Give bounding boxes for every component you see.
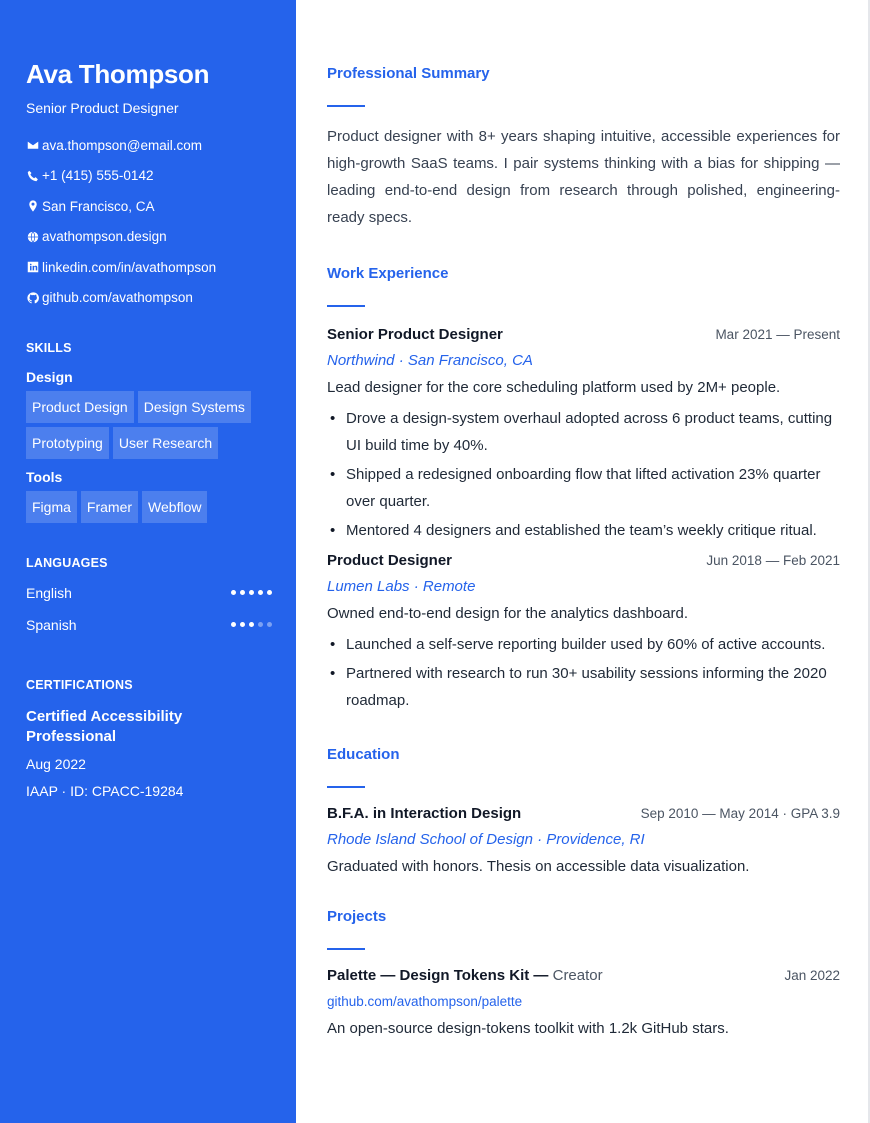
skill-group-design-title: Design xyxy=(26,368,73,385)
job-bullet: • Shipped a redesigned onboarding flow that lifted activation 23% quarter over quarter. xyxy=(327,461,840,515)
language-row xyxy=(26,616,272,634)
school-name: Rhode Island School of Design · Providence, RI xyxy=(327,831,645,848)
contact-phone-text: +1 (415) 555-0142 xyxy=(42,168,154,184)
job-dates: Jun 2018 — Feb 2021 xyxy=(706,553,840,568)
job-header xyxy=(327,326,840,343)
job-bullet: • Drove a design-system overhaul adopted across 6 product teams, cutting UI build time by 40%. xyxy=(327,405,840,459)
linkedin-icon xyxy=(26,261,39,274)
candidate-title: Senior Product Designer xyxy=(26,100,179,116)
languages-section xyxy=(26,556,272,634)
language-row xyxy=(26,584,272,602)
cert-name: Certified Accessibility Professional xyxy=(26,707,183,745)
section-rule xyxy=(327,786,365,788)
level-dot-empty xyxy=(267,622,272,627)
projects-heading: Projects xyxy=(327,908,387,925)
skill-tag: Webflow xyxy=(142,491,207,523)
level-dot-filled xyxy=(240,622,245,627)
cert-issuer: IAAP · ID: CPACC-19284 xyxy=(26,782,184,799)
job-dates: Mar 2021 — Present xyxy=(715,327,840,342)
section-rule xyxy=(327,105,365,107)
contact-linkedin-text: linkedin.com/in/avathompson xyxy=(42,259,217,275)
job-bullets xyxy=(327,631,840,714)
summary-section xyxy=(327,64,840,231)
job-title: Senior Product Designer xyxy=(327,326,503,343)
cert-date: Aug 2022 xyxy=(26,755,86,772)
github-icon xyxy=(26,291,39,304)
job-entry xyxy=(327,326,840,544)
skill-tag: Design Systems xyxy=(138,391,251,423)
degree-title: B.F.A. in Interaction Design xyxy=(327,805,522,822)
main-content xyxy=(296,0,868,1123)
job-org: Northwind · San Francisco, CA xyxy=(327,352,533,369)
project-date: Jan 2022 xyxy=(784,968,840,983)
language-name: English xyxy=(26,584,72,601)
location-icon xyxy=(26,200,39,213)
job-bullet: • Mentored 4 designers and established the team’s weekly critique ritual. xyxy=(327,517,840,544)
level-dot-filled xyxy=(240,590,245,595)
skill-tag: Product Design xyxy=(26,391,134,423)
experience-heading: Work Experience xyxy=(327,265,449,282)
education-desc: Graduated with honors. Thesis on accessible data visualization. xyxy=(327,858,750,875)
languages-heading: LANGUAGES xyxy=(26,555,108,570)
contact-email[interactable] xyxy=(26,136,272,154)
level-dot-filled xyxy=(231,590,236,595)
sidebar xyxy=(0,0,296,1123)
job-org: Lumen Labs · Remote xyxy=(327,578,476,595)
skill-tag: Prototyping xyxy=(26,427,109,459)
contact-location xyxy=(26,197,272,215)
contact-email-text: ava.thompson@email.com xyxy=(42,137,203,153)
project-title xyxy=(327,967,603,984)
globe-icon xyxy=(26,230,39,243)
summary-heading: Professional Summary xyxy=(327,65,490,82)
candidate-name: Ava Thompson xyxy=(26,59,210,89)
contact-github-text: github.com/avathompson xyxy=(42,290,193,306)
skill-group-tools-tags xyxy=(26,491,276,523)
section-rule xyxy=(327,305,365,307)
skill-group-tools-title: Tools xyxy=(26,468,63,485)
projects-section xyxy=(327,907,840,1038)
contact-github[interactable] xyxy=(26,289,272,307)
skill-tag: User Research xyxy=(113,427,218,459)
project-entry xyxy=(327,967,840,1038)
contact-list xyxy=(26,136,272,307)
job-bullet: • Launched a self-serve reporting builder used by 60% of active accounts. xyxy=(327,631,840,658)
language-level-dots xyxy=(231,622,272,627)
contact-linkedin[interactable] xyxy=(26,258,272,276)
phone-icon xyxy=(26,169,39,182)
job-entry xyxy=(327,552,840,714)
level-dot-filled xyxy=(258,590,263,595)
contact-website-text: avathompson.design xyxy=(42,229,167,245)
job-desc: Lead designer for the core scheduling platform used by 2M+ people. xyxy=(327,379,781,396)
language-level-dots xyxy=(231,590,272,595)
job-header xyxy=(327,552,840,569)
certifications-heading: CERTIFICATIONS xyxy=(26,677,133,692)
skills-section xyxy=(26,341,272,523)
education-header xyxy=(327,805,840,822)
project-header xyxy=(327,967,840,984)
job-bullet: • Partnered with research to run 30+ usability sessions informing the 2020 roadmap. xyxy=(327,660,840,714)
project-role: Creator xyxy=(552,967,603,984)
level-dot-filled xyxy=(249,622,254,627)
job-title: Product Designer xyxy=(327,552,453,569)
skill-tag: Framer xyxy=(81,491,138,523)
summary-text: Product designer with 8+ years shaping intuitive, accessible experiences for high-growth SaaS teams. I pair systems thinking with a bias for shipping — leading end-to-end design from research through polished, engineering-ready specs. xyxy=(327,128,840,226)
education-heading: Education xyxy=(327,746,400,763)
level-dot-empty xyxy=(258,622,263,627)
contact-website[interactable] xyxy=(26,228,272,246)
job-desc: Owned end-to-end design for the analytics dashboard. xyxy=(327,605,689,622)
education-dates: Sep 2010 — May 2014 · GPA 3.9 xyxy=(640,806,840,821)
level-dot-filled xyxy=(231,622,236,627)
level-dot-filled xyxy=(267,590,272,595)
job-bullets xyxy=(327,405,840,544)
certifications-section xyxy=(26,678,272,801)
level-dot-filled xyxy=(249,590,254,595)
education-section xyxy=(327,745,840,876)
contact-location-text: San Francisco, CA xyxy=(42,198,155,214)
language-name: Spanish xyxy=(26,616,77,633)
project-name: Palette — Design Tokens Kit — xyxy=(327,967,549,984)
email-icon xyxy=(26,139,39,152)
skills-heading: SKILLS xyxy=(26,340,72,355)
project-desc: An open-source design-tokens toolkit with 1.2k GitHub stars. xyxy=(327,1020,729,1037)
contact-phone[interactable] xyxy=(26,167,272,185)
education-entry xyxy=(327,805,840,876)
section-rule xyxy=(327,948,365,950)
skill-tag: Figma xyxy=(26,491,77,523)
project-link[interactable]: github.com/avathompson/palette xyxy=(327,994,523,1009)
experience-section xyxy=(327,264,840,714)
skill-group-design-tags xyxy=(26,391,276,459)
